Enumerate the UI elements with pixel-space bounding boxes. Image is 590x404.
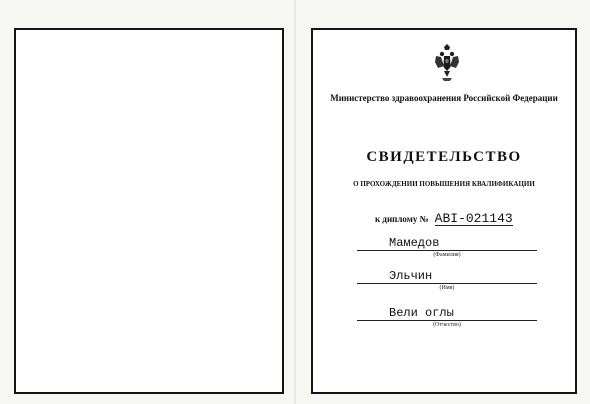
name-field [357, 269, 537, 291]
patronymic-caption: (Отчество) [433, 322, 461, 328]
surname-field [357, 236, 537, 258]
diploma-number-row [375, 209, 513, 227]
left-blank-page [14, 28, 284, 394]
double-headed-eagle-icon [435, 44, 459, 84]
name-caption: (Имя) [439, 285, 455, 291]
patronymic-value: Вели оглы [357, 306, 537, 321]
name-value: Эльчин [357, 269, 537, 284]
diploma-number: ABI-021143 [434, 211, 513, 226]
surname-caption: (Фамилия) [433, 252, 461, 258]
surname-value: Мамедов [357, 236, 537, 251]
ministry-name: Министерство здравоохранения Российской Федерации [330, 93, 558, 103]
patronymic-field [357, 306, 537, 328]
right-certificate-page [311, 28, 577, 394]
diploma-label: к диплому № [375, 214, 429, 224]
fold-crease [294, 0, 296, 404]
certificate-subtitle: О ПРОХОЖДЕНИИ ПОВЫШЕНИЯ КВАЛИФИКАЦИИ [353, 180, 535, 188]
certificate-title: СВИДЕТЕЛЬСТВО [366, 149, 522, 165]
